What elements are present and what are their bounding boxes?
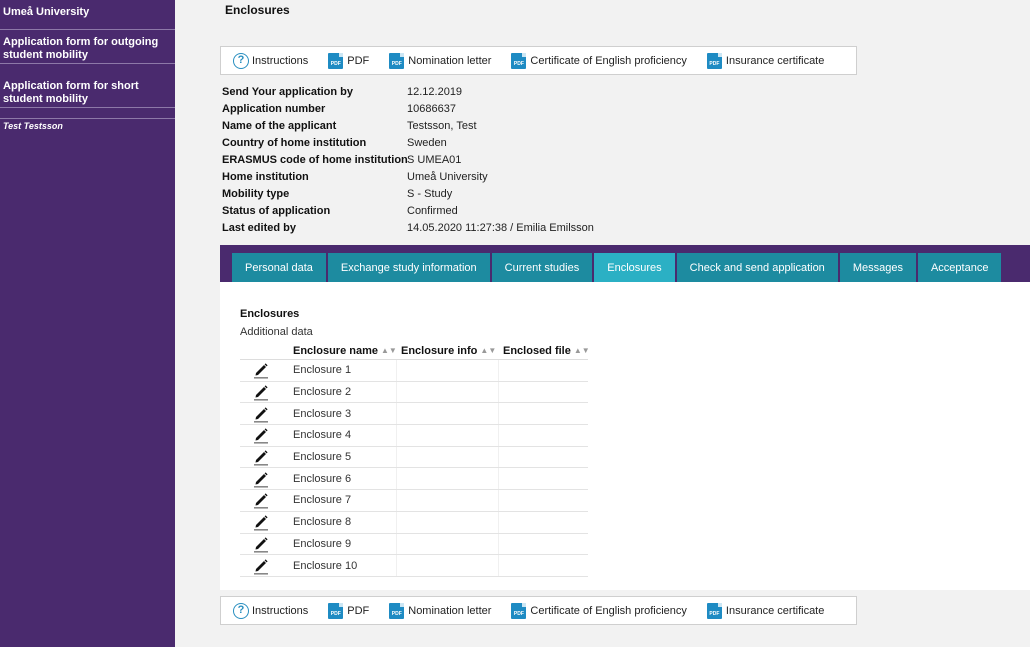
edit-cell (240, 470, 288, 488)
nomination-letter-link[interactable] (389, 603, 491, 619)
info-row (222, 100, 594, 117)
edit-cell (240, 557, 288, 575)
enclosed-file-cell (498, 403, 588, 424)
edit-cell (240, 448, 288, 466)
instructions-link[interactable] (233, 603, 308, 619)
tab-acceptance[interactable]: Acceptance (918, 253, 1001, 282)
pdf-link[interactable] (328, 603, 369, 619)
table-body (240, 360, 588, 577)
info-row (222, 134, 594, 151)
insurance-certificate-label: Insurance certificate (725, 604, 825, 617)
enclosure-info-cell (396, 447, 498, 468)
pdf-label: PDF (347, 604, 370, 617)
tab-enclosures[interactable]: Enclosures (594, 253, 674, 282)
sidebar-link-short[interactable]: Application form for short student mobility (0, 74, 175, 108)
info-value: Sweden (407, 136, 447, 149)
pencil-edit-icon[interactable] (252, 513, 270, 531)
info-label: ERASMUS code of home institution (222, 153, 408, 166)
tab-messages[interactable]: Messages (840, 253, 916, 282)
insurance-certificate-link[interactable] (707, 603, 824, 619)
sort-arrows-icon: ▲▼ (380, 346, 397, 355)
table-row (240, 403, 588, 425)
info-label: Last edited by (222, 221, 296, 234)
enclosure-name-cell: Enclosure 7 (293, 494, 352, 507)
enclosed-file-cell (498, 447, 588, 468)
enclosed-file-cell (498, 382, 588, 403)
sort-arrows-icon: ▲▼ (480, 346, 497, 355)
sort-arrows-icon: ▲▼ (573, 346, 590, 355)
info-label: Application number (222, 102, 326, 115)
table-row (240, 490, 588, 512)
nomination-letter-link[interactable] (389, 53, 491, 69)
info-row (222, 117, 594, 134)
info-row (222, 83, 594, 100)
main-content (175, 0, 1030, 647)
info-value: S UMEA01 (407, 153, 462, 166)
pencil-edit-icon[interactable] (252, 470, 270, 488)
nomination-letter-label: Nomination letter (408, 54, 492, 67)
edit-cell (240, 513, 288, 531)
enclosed-file-cell (498, 512, 588, 533)
enclosure-name-cell: Enclosure 4 (293, 429, 352, 442)
info-value: S - Study (407, 187, 453, 200)
table-row (240, 534, 588, 556)
section-subtitle: Additional data (240, 326, 313, 338)
header-enclosure-name-label: Enclosure name (293, 344, 378, 357)
question-circle-icon: ? (233, 603, 249, 619)
tab-check-and-send-application[interactable]: Check and send application (677, 253, 838, 282)
table-row (240, 447, 588, 469)
info-label: Country of home institution (222, 136, 367, 149)
enclosed-file-cell (498, 534, 588, 555)
pdf-file-icon: PDF (389, 53, 404, 69)
pdf-label: PDF (347, 54, 370, 67)
english-certificate-link[interactable] (511, 53, 687, 69)
enclosure-name-cell: Enclosure 3 (293, 407, 352, 420)
application-info (222, 83, 594, 236)
info-label: Name of the applicant (222, 119, 337, 132)
info-label: Home institution (222, 170, 309, 183)
toolbar-bottom (220, 596, 857, 625)
edit-cell (240, 405, 288, 423)
pencil-edit-icon[interactable] (252, 491, 270, 509)
sidebar-link-outgoing[interactable]: Application form for outgoing student mobility (0, 30, 175, 64)
enclosure-name-cell: Enclosure 9 (293, 537, 352, 550)
info-value: 10686637 (407, 102, 456, 115)
table-row (240, 468, 588, 490)
instructions-label: Instructions (252, 54, 309, 67)
pdf-file-icon: PDF (328, 53, 343, 69)
info-label: Mobility type (222, 187, 290, 200)
pdf-link[interactable] (328, 53, 369, 69)
enclosure-info-cell (396, 512, 498, 533)
english-certificate-link[interactable] (511, 603, 687, 619)
info-value: 14.05.2020 11:27:38 / Emilia Emilsson (407, 221, 594, 234)
table-row (240, 512, 588, 534)
tab-current-studies[interactable]: Current studies (492, 253, 593, 282)
instructions-label: Instructions (252, 604, 309, 617)
page-title: Enclosures (225, 3, 290, 17)
header-enclosure-name[interactable] (288, 345, 396, 357)
header-enclosed-file-label: Enclosed file (503, 344, 571, 357)
enclosed-file-cell (498, 360, 588, 381)
info-value: Confirmed (407, 204, 458, 217)
sidebar-university: Umeå University (0, 0, 175, 30)
enclosure-name-cell: Enclosure 6 (293, 472, 352, 485)
tab-exchange-study-information[interactable]: Exchange study information (328, 253, 490, 282)
enclosures-panel (220, 282, 1030, 590)
info-label: Send Your application by (222, 85, 354, 98)
enclosure-info-cell (396, 403, 498, 424)
info-row (222, 219, 594, 236)
table-row (240, 555, 588, 577)
enclosure-info-cell (396, 468, 498, 489)
enclosure-name-cell: Enclosure 2 (293, 386, 352, 399)
tab-bar (220, 245, 1030, 282)
info-value: Umeå University (407, 170, 488, 183)
info-row (222, 151, 594, 168)
pdf-file-icon: PDF (511, 53, 526, 69)
pencil-edit-icon[interactable] (252, 383, 270, 401)
section-title: Enclosures (240, 308, 300, 320)
insurance-certificate-label: Insurance certificate (725, 54, 825, 67)
sidebar (0, 0, 175, 647)
enclosed-file-cell (498, 425, 588, 446)
edit-cell (240, 426, 288, 444)
edit-cell (240, 361, 288, 379)
info-label: Status of application (222, 204, 331, 217)
header-enclosed-file[interactable] (498, 345, 588, 357)
pencil-edit-icon[interactable] (252, 557, 270, 575)
enclosure-info-cell (396, 555, 498, 576)
enclosed-file-cell (498, 490, 588, 511)
nomination-letter-label: Nomination letter (408, 604, 492, 617)
enclosure-info-cell (396, 490, 498, 511)
enclosure-name-cell: Enclosure 5 (293, 451, 352, 464)
enclosed-file-cell (498, 468, 588, 489)
info-value: Testsson, Test (407, 119, 477, 132)
sidebar-user: Test Testsson (0, 118, 175, 133)
info-row (222, 185, 594, 202)
enclosure-info-cell (396, 360, 498, 381)
table-row (240, 425, 588, 447)
enclosure-info-cell (396, 425, 498, 446)
tab-personal-data[interactable]: Personal data (232, 253, 326, 282)
enclosure-name-cell: Enclosure 8 (293, 516, 352, 529)
enclosures-table (240, 342, 588, 577)
table-row (240, 360, 588, 382)
pencil-edit-icon[interactable] (252, 361, 270, 379)
pencil-edit-icon[interactable] (252, 448, 270, 466)
pdf-file-icon: PDF (511, 603, 526, 619)
info-row (222, 202, 594, 219)
pdf-file-icon: PDF (707, 603, 722, 619)
insurance-certificate-link[interactable] (707, 53, 824, 69)
info-row (222, 168, 594, 185)
enclosure-name-cell: Enclosure 1 (293, 364, 352, 377)
english-certificate-label: Certificate of English proficiency (530, 54, 687, 67)
enclosure-name-cell: Enclosure 10 (293, 559, 358, 572)
pdf-file-icon: PDF (328, 603, 343, 619)
edit-cell (240, 535, 288, 553)
english-certificate-label: Certificate of English proficiency (530, 604, 687, 617)
instructions-link[interactable] (233, 53, 308, 69)
pencil-edit-icon[interactable] (252, 405, 270, 423)
question-circle-icon: ? (233, 53, 249, 69)
enclosure-info-cell (396, 534, 498, 555)
edit-cell (240, 491, 288, 509)
pdf-file-icon: PDF (389, 603, 404, 619)
header-enclosure-info[interactable] (396, 345, 498, 357)
header-enclosure-info-label: Enclosure info (401, 344, 478, 357)
pencil-edit-icon[interactable] (252, 535, 270, 553)
enclosure-info-cell (396, 382, 498, 403)
table-row (240, 382, 588, 404)
pdf-file-icon: PDF (707, 53, 722, 69)
enclosed-file-cell (498, 555, 588, 576)
edit-cell (240, 383, 288, 401)
info-value: 12.12.2019 (407, 85, 463, 98)
table-header (240, 342, 588, 360)
toolbar-top (220, 46, 857, 75)
pencil-edit-icon[interactable] (252, 426, 270, 444)
